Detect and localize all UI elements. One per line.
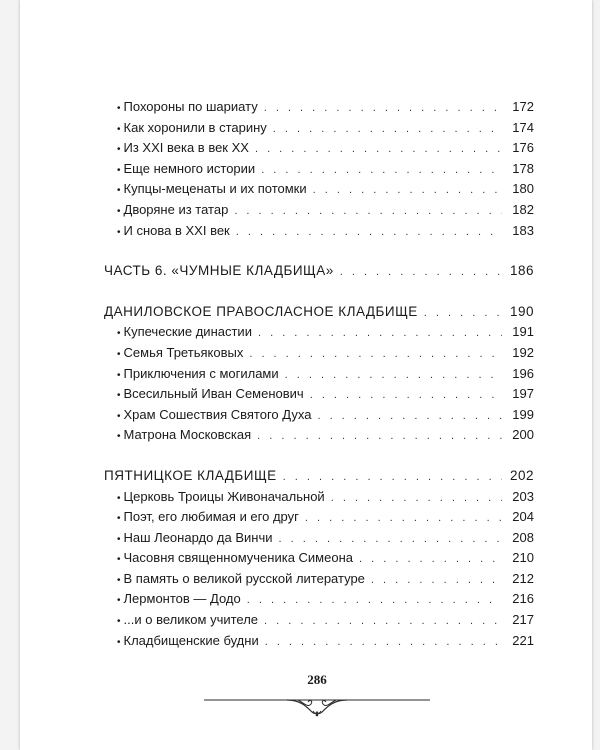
dot-leader (424, 303, 502, 324)
section-heading-page: 202 (509, 467, 534, 483)
toc-entry-label: Церковь Троицы Живоначальной (123, 488, 325, 504)
dot-leader (236, 222, 502, 243)
toc-entry-label: Похороны по шариату (123, 99, 258, 114)
dot-leader (371, 570, 502, 591)
bullet-icon: • (117, 164, 121, 176)
toc-entry[interactable] (104, 425, 534, 446)
bullet-icon: • (117, 348, 121, 360)
toc-entry-page: 182 (512, 201, 534, 217)
toc-entry-label: В память о великой русской литературе (123, 570, 365, 586)
bullet-icon: • (117, 205, 121, 217)
toc-entry-label: Лермонтов — Додо (123, 591, 241, 607)
toc-entry-page: 191 (512, 324, 534, 340)
bullet-icon: • (117, 144, 121, 156)
toc-entry-label: И снова в XXI век (123, 222, 230, 238)
toc-entry-label: Матрона Московская (123, 427, 252, 443)
bullet-icon: • (117, 492, 121, 504)
section-heading-page: 190 (509, 303, 534, 319)
toc-entry-label: Часовня священномученика Симеона (123, 550, 353, 566)
bullet-icon: • (117, 185, 121, 197)
toc-entry[interactable] (104, 97, 534, 118)
section-heading-label: ДАНИЛОВСКОЕ ПРАВОСЛАСНОЕ КЛАДБИЩЕ (104, 303, 418, 319)
dot-leader (257, 426, 502, 447)
toc-entry-label: Всесильный Иван Семенович (123, 386, 304, 402)
toc-entry[interactable] (104, 138, 534, 159)
toc-entry-page: 197 (512, 386, 534, 402)
toc-entry[interactable] (104, 200, 534, 221)
dot-leader (313, 180, 502, 201)
bullet-icon: • (117, 636, 121, 648)
toc-entry[interactable] (104, 159, 534, 180)
page-number: 286 (307, 672, 327, 687)
table-of-contents (104, 97, 534, 651)
toc-entry[interactable] (104, 405, 534, 426)
bullet-icon: • (117, 103, 121, 114)
toc-entry-label: Семья Третьяковых (123, 344, 244, 360)
toc-entry-page: 203 (512, 488, 534, 504)
toc-entry-page: 216 (512, 591, 534, 607)
toc-entry[interactable] (104, 384, 534, 405)
toc-entry[interactable] (104, 179, 534, 200)
toc-entry[interactable] (104, 343, 534, 364)
dot-leader (279, 529, 502, 550)
toc-entry-label: Наш Леонардо да Винчи (123, 529, 273, 545)
toc-entry[interactable] (104, 610, 534, 631)
toc-entry-page: 196 (512, 365, 534, 381)
bullet-icon: • (117, 226, 121, 238)
toc-part-heading[interactable] (104, 261, 534, 282)
dot-leader (249, 344, 502, 365)
toc-entry[interactable] (104, 364, 534, 385)
dot-leader (234, 201, 502, 222)
bullet-icon: • (117, 369, 121, 381)
toc-entry-page: 199 (512, 406, 534, 422)
toc-entry[interactable] (104, 118, 534, 139)
toc-section-heading[interactable] (104, 466, 534, 487)
toc-entry-page: 204 (512, 509, 534, 525)
bullet-icon: • (117, 595, 121, 607)
dot-leader (258, 323, 502, 344)
toc-entry-page: 212 (512, 570, 534, 586)
flourish-ornament-icon (202, 690, 432, 720)
toc-entry-label: Купеческие династии (123, 324, 252, 340)
toc-entry[interactable] (104, 322, 534, 343)
toc-entry[interactable] (104, 631, 534, 652)
toc-entry-label: Храм Сошествия Святого Духа (123, 406, 312, 422)
dot-leader (264, 611, 502, 632)
dot-leader (285, 365, 502, 386)
toc-entry[interactable] (104, 589, 534, 610)
toc-entry-page: 210 (512, 550, 534, 566)
toc-entry-page: 192 (512, 344, 534, 360)
dot-leader (265, 632, 502, 653)
dot-leader (331, 488, 502, 509)
toc-entry-page: 180 (512, 181, 534, 197)
dot-leader (261, 160, 502, 181)
toc-entry-page: 200 (512, 427, 534, 443)
toc-entry-label: Дворяне из татар (123, 201, 229, 217)
bullet-icon: • (117, 616, 121, 628)
toc-entry-page: 178 (512, 160, 534, 176)
toc-entry-label: Из XXI века в век XX (123, 140, 249, 156)
toc-section-heading[interactable] (104, 302, 534, 323)
part-heading-page: 186 (509, 263, 534, 279)
toc-entry-page: 221 (512, 632, 534, 648)
toc-entry[interactable] (104, 487, 534, 508)
toc-entry-label: Купцы-меценаты и их потомки (123, 181, 307, 197)
toc-entry-label: ...и о великом учителе (123, 612, 259, 628)
book-page (20, 0, 592, 750)
toc-entry-page: 176 (512, 140, 534, 156)
toc-entry-page: 172 (512, 99, 534, 114)
toc-entry[interactable] (104, 569, 534, 590)
dot-leader (340, 262, 502, 283)
bullet-icon: • (117, 431, 121, 443)
bullet-icon: • (117, 328, 121, 340)
toc-entry-label: Поэт, его любимая и его друг (123, 509, 299, 525)
dot-leader (247, 590, 502, 611)
dot-leader (264, 98, 502, 119)
toc-entry[interactable] (104, 528, 534, 549)
toc-entry-label: Кладбищенские будни (123, 632, 259, 648)
dot-leader (305, 508, 502, 529)
section-heading-label: ПЯТНИЦКОЕ КЛАДБИЩЕ (104, 467, 277, 483)
bullet-icon: • (117, 410, 121, 422)
toc-entry[interactable] (104, 548, 534, 569)
bullet-icon: • (117, 554, 121, 566)
toc-entry[interactable] (104, 507, 534, 528)
page-footer (202, 672, 432, 722)
dot-leader (359, 549, 502, 570)
dot-leader (283, 467, 502, 488)
bullet-icon: • (117, 123, 121, 135)
toc-entry-page: 217 (512, 612, 534, 628)
toc-entry-label: Как хоронили в старину (123, 119, 267, 135)
part-heading-label: ЧАСТЬ 6. «ЧУМНЫЕ КЛАДБИЩА» (104, 263, 334, 279)
dot-leader (255, 139, 502, 160)
toc-entry-label: Еще немного истории (123, 160, 256, 176)
dot-leader (317, 406, 502, 427)
bullet-icon: • (117, 390, 121, 402)
bullet-icon: • (117, 513, 121, 525)
toc-entry[interactable] (104, 221, 534, 242)
toc-entry-page: 208 (512, 529, 534, 545)
toc-entry-page: 183 (512, 222, 534, 238)
bullet-icon: • (117, 574, 121, 586)
bullet-icon: • (117, 533, 121, 545)
dot-leader (273, 119, 502, 140)
dot-leader (310, 385, 502, 406)
toc-entry-label: Приключения с могилами (123, 365, 279, 381)
toc-entry-page: 174 (512, 119, 534, 135)
